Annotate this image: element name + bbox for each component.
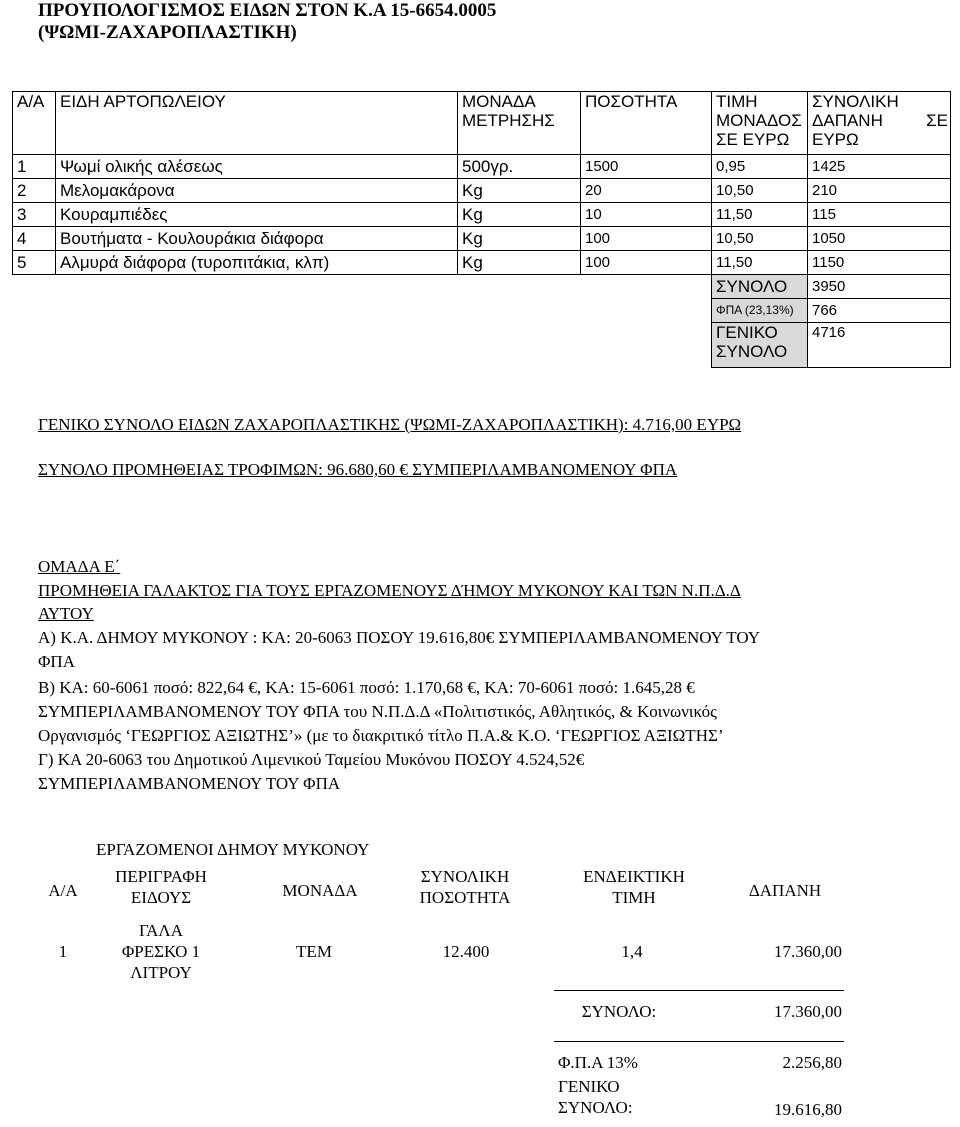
vat-label: ΦΠΑ (23,13%): [712, 299, 808, 323]
milk-header-desc-l2: ΕΙΔΟΥΣ: [130, 888, 192, 907]
group-e-a-l2: ΦΠΑ: [38, 652, 75, 671]
grand-value: 4716: [808, 323, 951, 368]
cell-qty: 10: [581, 203, 712, 227]
header-unit-l2: ΜΕΤΡΗΣΗΣ: [462, 111, 555, 130]
header-unit: [458, 92, 581, 155]
grand-total-row: [13, 323, 951, 368]
cell-total: 210: [808, 179, 951, 203]
sum-label: ΣΥΝΟΛΟ: [712, 275, 808, 299]
title-line-2: (ΨΩΜΙ-ΖΑΧΑΡΟΠΛΑΣΤΙΚΗ): [38, 22, 297, 43]
header-total-l3: ΕΥΡΩ: [812, 130, 859, 149]
sum-row: [13, 275, 951, 299]
milk-header-qty: [390, 866, 540, 908]
milk-header-unit: ΜΟΝΑΔΑ: [282, 881, 358, 900]
cell-price: 11,50: [712, 251, 808, 275]
milk-header-cost: ΔΑΠΑΝΗ: [748, 881, 822, 900]
header-total-l1: ΣΥΝΟΛΙΚΗ: [812, 92, 899, 111]
milk-cell-price: 1,4: [621, 942, 643, 961]
table-header-row: [13, 92, 951, 155]
cell-price: 11,50: [712, 203, 808, 227]
milk-vat-value: 2.256,80: [782, 1053, 842, 1072]
milk-sum-value: 17.360,00: [774, 1002, 842, 1021]
cell-price: 0,95: [712, 155, 808, 179]
milk-grand-label: [558, 1076, 688, 1118]
table-row: [13, 155, 951, 179]
table-row: [13, 179, 951, 203]
group-e-c-l1: Γ) ΚΑ 20-6063 του Δημοτικού Λιμενικού Ταμείου Μυκόνου ΠΟΣΟΥ 4.524,52€: [38, 750, 585, 769]
table-row: [13, 203, 951, 227]
document-title: [38, 0, 496, 44]
cell-qty: 100: [581, 227, 712, 251]
header-unit-l1: ΜΟΝΑΔΑ: [462, 92, 536, 111]
milk-header-desc-l1: ΠΕΡΙΓΡΑΦΗ: [115, 867, 207, 886]
group-e-b-l2: ΣΥΜΠΕΡΙΛΑΜΒΑΝΟΜΕΝΟΥ ΤΟΥ ΦΠΑ του Ν.Π.Δ.Δ «Πολιτιστικός, Αθλητικός, & Κοινωνικός: [38, 702, 717, 721]
group-e-a-l1: Α) Κ.Α. ΔΗΜΟΥ ΜΥΚΟΝΟΥ : ΚΑ: 20-6063 ΠΟΣΟΥ 19.616,80€ ΣΥΜΠΕΡΙΛΑΜΒΑΝΟΜΕΝΟΥ ΤΟΥ: [38, 628, 761, 647]
cell-aa: 5: [13, 251, 56, 275]
cell-price: 10,50: [712, 179, 808, 203]
cell-price: 10,50: [712, 227, 808, 251]
divider: [554, 1041, 844, 1042]
summary-line-2: ΣΥΝΟΛΟ ΠΡΟΜΗΘΕΙΑΣ ΤΡΟΦΙΜΩΝ: 96.680,60 € ΣΥΜΠΕΡΙΛΑΜΒΑΝΟΜΕΝΟΥ ΦΠΑ: [38, 460, 678, 479]
milk-header-qty-l1: ΣΥΝΟΛΙΚΗ: [420, 867, 510, 886]
sum-value: 3950: [808, 275, 951, 299]
bakery-items-table: [12, 91, 951, 368]
summary-line-1: ΓΕΝΙΚΟ ΣΥΝΟΛΟ ΕΙΔΩΝ ΖΑΧΑΡΟΠΛΑΣΤΙΚΗΣ (ΨΩΜΙ-ΖΑΧΑΡΟΠΛΑΣΤΙΚΗ): 4.716,00 ΕΥΡΩ: [38, 415, 742, 434]
header-total: [808, 92, 951, 155]
milk-header-price-l2: ΤΙΜΗ: [612, 888, 656, 907]
milk-grand-label-l1: ΓΕΝΙΚΟ: [558, 1077, 620, 1096]
cell-qty: 1500: [581, 155, 712, 179]
group-e-b-l1: Β) ΚΑ: 60-6061 ποσό: 822,64 €, ΚΑ: 15-6061 ποσό: 1.170,68 €, ΚΑ: 70-6061 ποσό: 1.645,28 €: [38, 678, 695, 697]
cell-aa: 1: [13, 155, 56, 179]
milk-cell-desc: [96, 920, 226, 983]
cell-unit: Kg: [458, 179, 581, 203]
milk-cell-desc-l1: ΓΑΛΑ: [138, 921, 184, 940]
table-row: [13, 227, 951, 251]
milk-table-caption: ΕΡΓΑΖΟΜΕΝΟΙ ΔΗΜΟΥ ΜΥΚΟΝΟΥ: [96, 840, 370, 859]
milk-cell-cost: 17.360,00: [774, 942, 842, 961]
divider: [554, 990, 844, 991]
cell-qty: 20: [581, 179, 712, 203]
milk-header-desc: [96, 866, 226, 908]
cell-unit: Kg: [458, 203, 581, 227]
group-e-subject-l2: ΑΥΤΟΥ: [38, 604, 94, 623]
milk-cell-unit: ΤΕΜ: [296, 942, 332, 961]
header-aa: Α/Α: [13, 92, 56, 155]
header-item: ΕΙΔΗ ΑΡΤΟΠΩΛΕΙΟΥ: [56, 92, 458, 155]
header-total-l2b: ΣΕ: [926, 111, 948, 130]
cell-unit: 500γρ.: [458, 155, 581, 179]
grand-label-l2: ΣΥΝΟΛΟ: [716, 342, 788, 361]
vat-row: [13, 299, 951, 323]
cell-item: Αλμυρά διάφορα (τυροπιτάκια, κλπ): [56, 251, 458, 275]
header-price-l1: ΤΙΜΗ: [716, 92, 758, 111]
group-e-subject-l1: ΠΡΟΜΗΘΕΙΑ ΓΑΛΑΚΤΟΣ ΓΙΑ ΤΟΥΣ ΕΡΓΑΖΟΜΕΝΟΥΣ ΔΉΜΟΥ ΜΥΚΟΝΟΥ ΚΑΙ ΤΩΝ Ν.Π.Δ.Δ: [38, 581, 741, 600]
title-line-1: ΠΡΟΥΠΟΛΟΓΙΣΜΟΣ ΕΙΔΩΝ ΣΤΟΝ Κ.Α 15-6654.0005: [38, 0, 497, 21]
header-price-l2: ΜΟΝΑΔΟΣ: [716, 111, 802, 130]
cell-total: 1050: [808, 227, 951, 251]
vat-value: 766: [808, 299, 951, 323]
milk-grand-value: 19.616,80: [774, 1100, 842, 1119]
cell-unit: Kg: [458, 251, 581, 275]
cell-item: Κουραμπιέδες: [56, 203, 458, 227]
grand-label-l1: ΓΕΝΙΚΟ: [716, 323, 778, 342]
cell-aa: 2: [13, 179, 56, 203]
cell-item: Ψωμί ολικής αλέσεως: [56, 155, 458, 179]
cell-total: 115: [808, 203, 951, 227]
header-price: [712, 92, 808, 155]
cell-total: 1150: [808, 251, 951, 275]
cell-aa: 3: [13, 203, 56, 227]
cell-total: 1425: [808, 155, 951, 179]
cell-qty: 100: [581, 251, 712, 275]
milk-header-price-l1: ΕΝΔΕΙΚΤΙΚΗ: [583, 867, 685, 886]
group-e-b-l3: Οργανισμός ‘ΓΕΩΡΓΙΟΣ ΑΞΙΩΤΗΣ’» (με το διακριτικό τίτλο Π.Α.& Κ.Ο. ‘ΓΕΩΡΓΙΟΣ ΑΞΙΩΤΗΣ’: [38, 726, 724, 745]
cell-unit: Kg: [458, 227, 581, 251]
grand-label: [712, 323, 808, 368]
header-total-l2: ΔΑΠΑΝΗ: [812, 111, 883, 130]
cell-item: Μελομακάρονα: [56, 179, 458, 203]
group-e-c-l2: ΣΥΜΠΕΡΙΛΑΜΒΑΝΟΜΕΝΟΥ ΤΟΥ ΦΠΑ: [38, 774, 341, 793]
milk-header-aa: Α/Α: [48, 881, 78, 900]
header-qty: ΠΟΣΟΤΗΤΑ: [581, 92, 712, 155]
milk-cell-qty: 12.400: [442, 942, 490, 961]
header-price-l3: ΣΕ ΕΥΡΩ: [716, 130, 790, 149]
group-e-heading: ΟΜΑΔΑ Ε΄: [38, 557, 121, 576]
milk-header-qty-l2: ΠΟΣΟΤΗΤΑ: [419, 888, 511, 907]
milk-grand-label-l2: ΣΥΝΟΛΟ:: [558, 1098, 633, 1117]
cell-item: Βουτήματα - Κουλουράκια διάφορα: [56, 227, 458, 251]
milk-header-price: [554, 866, 714, 908]
milk-sum-label: ΣΥΝΟΛΟ:: [581, 1002, 657, 1021]
milk-vat-label: Φ.Π.Α 13%: [558, 1053, 638, 1072]
milk-cell-aa: 1: [58, 942, 68, 961]
cell-aa: 4: [13, 227, 56, 251]
header-total-l2-wrap: [812, 111, 950, 130]
milk-cell-desc-l3: ΛΙΤΡΟΥ: [130, 963, 192, 982]
table-row: [13, 251, 951, 275]
milk-cell-desc-l2: ΦΡΕΣΚΟ 1: [121, 942, 201, 961]
